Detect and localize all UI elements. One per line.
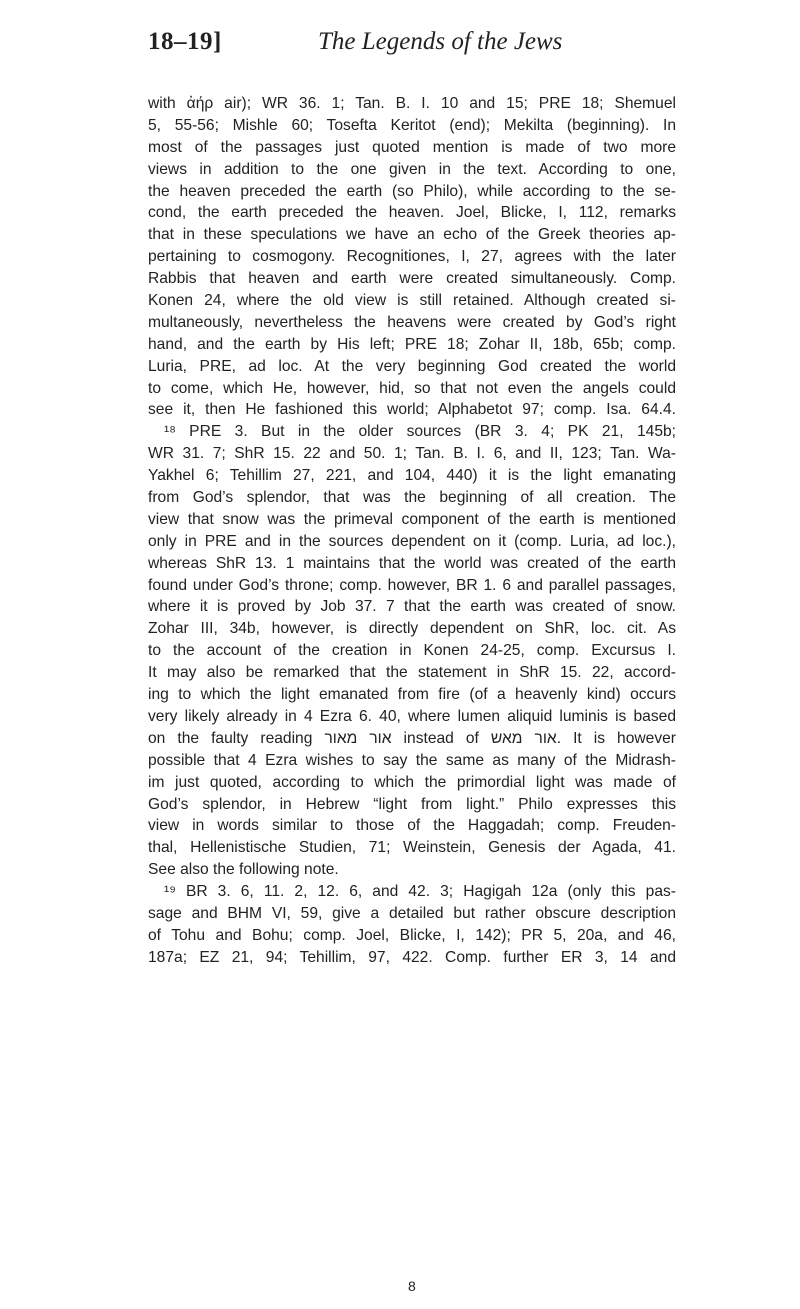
text-line: Zohar III, 34b, however, is directly dependent on ShR, loc. cit. As [148, 620, 676, 638]
text-line: views in addition to the one given in the text. According to one, [148, 160, 676, 178]
text-line: It may also be remarked that the statement in ShR 15. 22, accord- [148, 664, 676, 682]
page-header [148, 28, 686, 68]
note-19-line: ¹⁹ BR 3. 6, 11. 2, 12. 6, and 42. 3; Hagigah 12a (only this pas- [164, 883, 676, 901]
text-line: view in words similar to those of the Haggadah; comp. Freuden- [148, 817, 676, 835]
text-line: whereas ShR 13. 1 maintains that the world was created of the earth [148, 554, 676, 572]
text-line: from God’s splendor, that was the beginning of all creation. The [148, 489, 676, 507]
text-line: the heaven preceded the earth (so Philo), while according to the se- [148, 182, 676, 200]
text-line: of Tohu and Bohu; comp. Joel, Blicke, I, 142); PR 5, 20a, and 46, [148, 926, 676, 944]
notes-text [148, 93, 676, 969]
text-line: to the account of the creation in Konen 24-25, comp. Excursus I. [148, 642, 676, 660]
text-line: that in these speculations we have an echo of the Greek theories ap- [148, 226, 676, 244]
running-title: The Legends of the Jews [318, 28, 563, 55]
text-line: hand, and the earth by His left; PRE 18; Zohar II, 18b, 65b; comp. [148, 335, 676, 353]
text-line: see it, then He fashioned this world; Alphabetot 97; comp. Isa. 64.4. [148, 401, 676, 419]
text-line: ing to which the light emanated from fire (of a heavenly kind) occurs [148, 686, 676, 704]
page-range: 18–19] [148, 28, 222, 55]
text-line: 187a; EZ 21, 94; Tehillim, 97, 422. Comp. further ER 3, 14 and [148, 948, 676, 966]
text-line: most of the passages just quoted mention is made of two more [148, 138, 676, 156]
text-line: WR 31. 7; ShR 15. 22 and 50. 1; Tan. B. I. 6, and II, 123; Tan. Wa- [148, 445, 676, 463]
text-line: 5, 55-56; Mishle 60; Tosefta Keritot (end); Mekilta (beginning). In [148, 116, 676, 134]
text-line: sage and BHM VI, 59, give a detailed but rather obscure description [148, 904, 676, 922]
text-line: to come, which He, however, hid, so that not even the angels could [148, 379, 676, 397]
text-line: multaneously, nevertheless the heavens were created by God’s right [148, 313, 676, 331]
text-line: cond, the earth preceded the heaven. Joel, Blicke, I, 112, remarks [148, 204, 676, 222]
text-line: See also the following note. [148, 861, 339, 879]
text-line: very likely already in 4 Ezra 6. 40, where lumen aliquid luminis is based [148, 707, 676, 725]
text-line: found under God’s throne; comp. however, BR 1. 6 and parallel passages, [148, 576, 676, 594]
text-line: Rabbis that heaven and earth were created simultaneously. Comp. [148, 270, 676, 288]
text-line: im just quoted, according to which the primordial light was made of [148, 773, 676, 791]
text-line: Luria, PRE, ad loc. At the very beginning God created the world [148, 357, 676, 375]
text-line: with ἀήρ air); WR 36. 1; Tan. B. I. 10 and 15; PRE 18; Shemuel [148, 95, 676, 112]
text-line: Konen 24, where the old view is still retained. Although created si- [148, 292, 676, 310]
text-line: Yakhel 6; Tehillim 27, 221, and 104, 440) it is the light emanating [148, 467, 676, 485]
text-line: thal, Hellenistische Studien, 71; Weinstein, Genesis der Agada, 41. [148, 839, 676, 857]
page-number: 8 [408, 1278, 416, 1294]
text-line: only in PRE and in the sources dependent on it (comp. Luria, ad loc.), [148, 532, 676, 550]
text-line: where it is proved by Job 37. 7 that the earth was created of snow. [148, 598, 676, 616]
note-18-line: ¹⁸ PRE 3. But in the older sources (BR 3. 4; PK 21, 145b; [164, 423, 676, 441]
text-line: on the faulty reading אור מאור instead of אור מאש. It is however [148, 729, 676, 747]
text-line: pertaining to cosmogony. Recognitiones, I, 27, agrees with the later [148, 248, 676, 266]
text-line: view that snow was the primeval component of the earth is mentioned [148, 510, 676, 528]
text-line: God’s splendor, in Hebrew “light from light.” Philo expresses this [148, 795, 676, 813]
text-line: possible that 4 Ezra wishes to say the same as many of the Midrash- [148, 751, 676, 769]
